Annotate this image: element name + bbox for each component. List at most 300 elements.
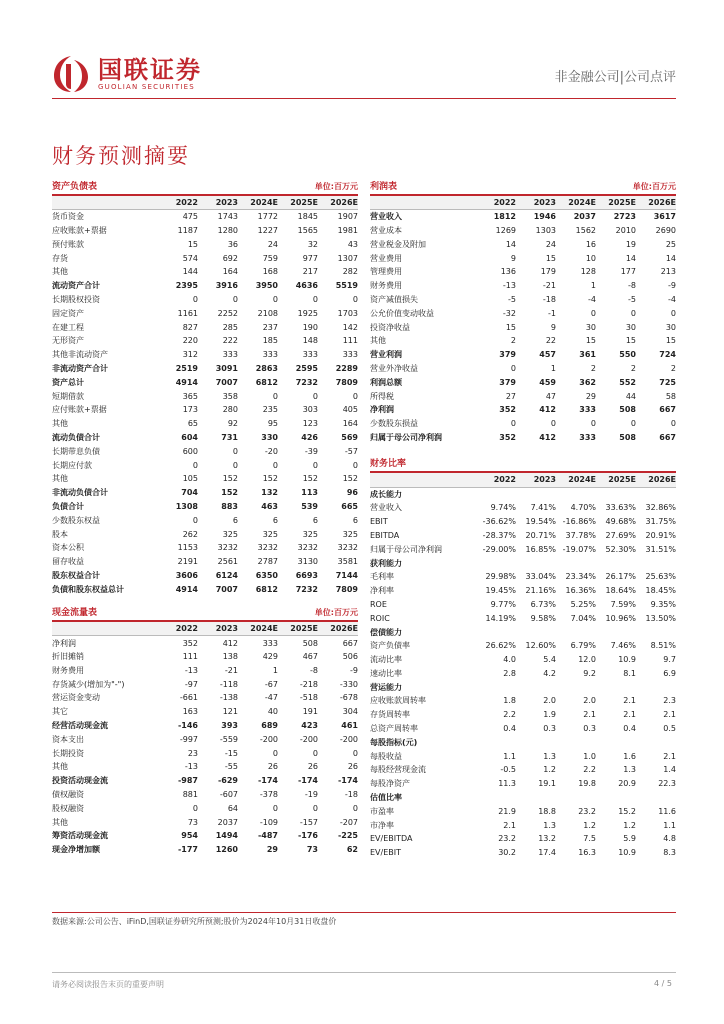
row-value: 14 — [625, 253, 636, 263]
footer-disclaimer: 请务必阅读报告末页的重要声明 — [52, 980, 164, 989]
row-value — [556, 791, 596, 805]
row-label: 财务费用 — [370, 281, 402, 291]
row-label: 管理费用 — [370, 267, 402, 277]
row-value: 33.63% — [605, 503, 636, 513]
table-row — [370, 515, 676, 529]
row-label: 应收账款周转率 — [370, 696, 426, 706]
table-row — [52, 320, 358, 334]
row-value: 365 — [182, 391, 198, 401]
row-value: 508 — [619, 432, 636, 442]
row-value: 0 — [192, 515, 198, 525]
row-label: 长期投资 — [52, 748, 84, 758]
row-label: 经营活动现金流 — [52, 721, 108, 731]
row-value: 0 — [312, 391, 318, 401]
table-row — [52, 801, 358, 815]
row-value: 459 — [539, 377, 556, 387]
row-value: 0 — [192, 803, 198, 813]
row-value: 217 — [302, 267, 318, 277]
row-value: 20.71% — [525, 530, 556, 540]
row-value: 2.1 — [663, 751, 676, 761]
row-value: 142 — [342, 322, 358, 332]
row-value: -5 — [508, 294, 516, 304]
row-label: 归属于母公司净利润 — [370, 544, 442, 554]
row-value: 759 — [262, 253, 278, 263]
row-label: 资产总计 — [52, 377, 84, 387]
row-value: 725 — [659, 377, 676, 387]
row-value: 2 — [590, 363, 596, 373]
year-header-cell: 2026E — [318, 622, 358, 636]
table-row — [52, 348, 358, 362]
row-value: -200 — [339, 734, 358, 744]
data-source-note: 数据来源:公司公告、iFinD,国联证券研究所预测;股价为2024年10月31日收盘价 — [52, 912, 676, 927]
row-label: 营业外净收益 — [370, 363, 418, 373]
table-row — [370, 556, 676, 570]
balance-sheet-section — [52, 180, 358, 596]
row-value: 9.58% — [530, 613, 556, 623]
row-value: 2010 — [615, 225, 636, 235]
row-value: 22 — [545, 336, 556, 346]
row-value: 325 — [342, 529, 358, 539]
row-value: -559 — [219, 734, 238, 744]
row-value — [596, 791, 636, 805]
row-value: 667 — [659, 432, 676, 442]
row-value: 312 — [182, 350, 198, 360]
ratios-section — [370, 457, 676, 859]
header-cell-blank — [52, 196, 158, 210]
row-value: 152 — [222, 474, 238, 484]
row-value: 883 — [221, 501, 238, 511]
row-value: 29 — [585, 391, 596, 401]
row-value — [636, 625, 676, 639]
row-value: 827 — [182, 322, 198, 332]
row-value: 1187 — [177, 225, 198, 235]
row-value: -13 — [502, 281, 516, 291]
row-label: 公允价值变动收益 — [370, 308, 434, 318]
row-value: 4.2 — [543, 668, 556, 678]
row-value: -177 — [177, 845, 198, 855]
row-value: -28.37% — [482, 530, 516, 540]
table-row — [370, 487, 676, 501]
row-label: 每股经营现金流 — [370, 765, 426, 775]
row-value: 2.8 — [503, 668, 516, 678]
row-label: 预付账款 — [52, 239, 84, 249]
page-title: 财务预测摘要 — [52, 144, 190, 168]
table-row — [370, 224, 676, 238]
row-value: -678 — [339, 693, 358, 703]
row-value: 36 — [227, 239, 238, 249]
row-value: -9 — [350, 665, 358, 675]
row-value: 2289 — [335, 363, 358, 373]
table-row — [370, 529, 676, 543]
page-number: 4 / 5 — [654, 979, 672, 988]
row-value: 457 — [539, 350, 556, 360]
row-value: 43 — [347, 239, 358, 249]
row-value: 7.46% — [610, 641, 636, 651]
table-row — [370, 265, 676, 279]
row-value: 29 — [266, 845, 278, 855]
row-value: 213 — [660, 267, 676, 277]
row-value: 1.2 — [583, 820, 596, 830]
row-value: 692 — [222, 253, 238, 263]
row-value: 724 — [659, 350, 676, 360]
year-header-cell: 2023 — [198, 196, 238, 210]
row-value: -16.86% — [562, 517, 596, 527]
year-header-cell: 2024E — [556, 196, 596, 210]
year-header-cell: 2026E — [318, 196, 358, 210]
row-value: 2.1 — [623, 710, 636, 720]
row-value: 3091 — [215, 363, 238, 373]
row-value — [516, 556, 556, 570]
row-value: 1280 — [217, 225, 238, 235]
row-label: 资本支出 — [52, 734, 84, 744]
row-value: 152 — [342, 474, 358, 484]
row-value — [476, 625, 516, 639]
row-value: 18.8 — [538, 806, 556, 816]
row-value: -19.07% — [562, 544, 596, 554]
table-row — [52, 732, 358, 746]
row-value: 13.2 — [538, 834, 556, 844]
row-value: 1 — [272, 665, 278, 675]
row-label: 流动负债合计 — [52, 432, 100, 442]
row-value: -13 — [184, 665, 198, 675]
cash-flow-title: 现金流量表 — [52, 608, 98, 619]
row-value: 20.9 — [618, 779, 636, 789]
row-label: EBIT — [370, 517, 388, 527]
row-label: 负债合计 — [52, 501, 84, 511]
income-statement-table — [370, 196, 676, 444]
row-value: -661 — [179, 693, 198, 703]
row-value: 2.2 — [503, 710, 516, 720]
row-value: -18 — [344, 790, 358, 800]
row-value: 7809 — [335, 377, 358, 387]
row-label: 债权融资 — [52, 790, 84, 800]
table-header-row — [52, 196, 358, 210]
table-row — [370, 375, 676, 389]
row-value — [596, 735, 636, 749]
table-row — [52, 677, 358, 691]
row-label: 营业收入 — [370, 503, 402, 513]
row-label: 投资活动现金流 — [52, 776, 108, 786]
row-value: 25.63% — [645, 572, 676, 582]
row-value: -21 — [224, 665, 238, 675]
row-value: 0.4 — [623, 724, 636, 734]
year-header-cell: 2025E — [596, 196, 636, 210]
table-row — [52, 362, 358, 376]
row-value: 58 — [665, 391, 676, 401]
row-label: 营运能力 — [370, 682, 402, 692]
table-row — [370, 389, 676, 403]
row-value: 352 — [182, 638, 198, 648]
year-header-cell: 2023 — [516, 196, 556, 210]
row-label: 营业费用 — [370, 253, 402, 263]
row-value: 177 — [620, 267, 636, 277]
row-value: 111 — [182, 652, 198, 662]
row-value: 6812 — [255, 377, 278, 387]
row-label: 每股指标(元) — [370, 737, 418, 747]
row-value: -36.62% — [482, 517, 516, 527]
row-label: 每股收益 — [370, 751, 402, 761]
row-value — [596, 487, 636, 501]
table-row — [52, 555, 358, 569]
row-value: 362 — [579, 377, 596, 387]
row-value: 1260 — [215, 845, 238, 855]
row-label: 长期股权投资 — [52, 294, 100, 304]
page-header — [52, 48, 676, 100]
row-value: 65 — [187, 419, 198, 429]
row-value: 144 — [182, 267, 198, 277]
row-value: 138 — [222, 652, 238, 662]
row-label: 其他 — [52, 419, 68, 429]
row-value: 27 — [505, 391, 516, 401]
row-value: 15 — [187, 239, 198, 249]
row-label: 负债和股东权益总计 — [52, 584, 124, 594]
row-value: 9.77% — [490, 599, 516, 609]
row-label: 存货 — [52, 253, 68, 263]
ratios-table — [370, 473, 676, 859]
table-row — [370, 584, 676, 598]
row-value: 0 — [352, 294, 358, 304]
row-value: -218 — [299, 679, 318, 689]
row-value: -629 — [217, 776, 238, 786]
row-value: 1703 — [337, 308, 358, 318]
row-value: -146 — [177, 721, 198, 731]
row-value: 412 — [222, 638, 238, 648]
row-value: 0 — [232, 294, 238, 304]
row-value: -174 — [257, 776, 278, 786]
row-value: -97 — [184, 679, 198, 689]
table-row — [52, 472, 358, 486]
row-value: 19.45% — [485, 586, 516, 596]
row-value: 0 — [670, 308, 676, 318]
table-header-row — [370, 196, 676, 210]
row-value: 152 — [221, 488, 238, 498]
row-value: 4914 — [175, 584, 198, 594]
row-value: 37.78% — [565, 530, 596, 540]
row-value: 13.50% — [645, 613, 676, 623]
row-value: 132 — [261, 488, 278, 498]
table-row — [52, 444, 358, 458]
row-value: -607 — [219, 790, 238, 800]
table-row — [370, 735, 676, 749]
row-label: 资产负债率 — [370, 641, 410, 651]
row-label: 无形资产 — [52, 336, 84, 346]
table-row — [52, 486, 358, 500]
header-divider — [52, 98, 676, 99]
row-value — [636, 791, 676, 805]
row-value: 0 — [630, 308, 636, 318]
row-value: 31.51% — [645, 544, 676, 554]
row-value: 881 — [182, 790, 198, 800]
row-value: 304 — [342, 707, 358, 717]
balance-sheet-title: 资产负债表 — [52, 182, 98, 192]
row-value — [636, 735, 676, 749]
row-value: 600 — [182, 446, 198, 456]
row-value: -174 — [297, 776, 318, 786]
table-row — [52, 843, 358, 857]
table-row — [370, 403, 676, 417]
row-value: -4 — [588, 294, 596, 304]
row-label: 应收账款+票据 — [52, 225, 107, 235]
row-value: 12.60% — [525, 641, 556, 651]
row-value: 19.54% — [525, 517, 556, 527]
header-cell-blank — [370, 473, 476, 487]
row-value: -32 — [502, 308, 516, 318]
row-value: 2561 — [217, 557, 238, 567]
row-value: 15 — [505, 322, 516, 332]
row-label: 净利率 — [370, 586, 394, 596]
row-value: 16 — [585, 239, 596, 249]
table-row — [52, 527, 358, 541]
table-row — [52, 500, 358, 514]
row-label: 市净率 — [370, 820, 394, 830]
row-value: 0 — [352, 460, 358, 470]
row-value: 1.9 — [543, 710, 556, 720]
ratios-title: 财务比率 — [370, 459, 407, 470]
table-row — [370, 431, 676, 445]
row-value: 113 — [301, 488, 318, 498]
table-row — [52, 664, 358, 678]
row-label: 在建工程 — [52, 322, 84, 332]
row-value: 1.6 — [623, 751, 636, 761]
row-value: 2.1 — [623, 696, 636, 706]
row-value: 96 — [346, 488, 358, 498]
row-value: 3232 — [337, 543, 358, 553]
row-value: 333 — [262, 638, 278, 648]
row-value: 18.64% — [605, 586, 636, 596]
row-value: 2787 — [257, 557, 278, 567]
row-value: 31.75% — [645, 517, 676, 527]
row-value: 4.8 — [663, 834, 676, 844]
row-value: 173 — [182, 405, 198, 415]
row-value: 1946 — [533, 212, 556, 222]
row-value: -118 — [219, 679, 238, 689]
table-row — [370, 653, 676, 667]
year-header-cell: 2026E — [636, 473, 676, 487]
row-value: 550 — [619, 350, 636, 360]
row-value: 2 — [510, 336, 516, 346]
row-value — [476, 791, 516, 805]
row-value: 2723 — [613, 212, 636, 222]
row-value: 73 — [187, 817, 198, 827]
row-value: 9.35% — [650, 599, 676, 609]
row-value: 333 — [342, 350, 358, 360]
row-value: 4.70% — [570, 503, 596, 513]
row-value: 325 — [222, 529, 238, 539]
row-label: 营业收入 — [370, 212, 402, 222]
row-value: 7.5 — [583, 834, 596, 844]
row-value: 1.2 — [623, 820, 636, 830]
row-value: 461 — [341, 721, 358, 731]
row-value: 426 — [301, 432, 318, 442]
row-label: 长期带息负债 — [52, 446, 100, 456]
row-label: 所得税 — [370, 391, 394, 401]
table-row — [52, 705, 358, 719]
row-value: 6 — [232, 515, 238, 525]
row-value — [476, 680, 516, 694]
row-value: 8.1 — [623, 668, 636, 678]
row-label: 估值比率 — [370, 793, 402, 803]
row-value: 32 — [307, 239, 318, 249]
row-label: 折旧摊销 — [52, 652, 84, 662]
row-value: 10 — [585, 253, 596, 263]
row-value — [636, 556, 676, 570]
table-row — [52, 251, 358, 265]
income-statement-unit: 单位:百万元 — [632, 182, 676, 191]
table-header-row — [370, 473, 676, 487]
row-value: 40 — [267, 707, 278, 717]
table-row — [52, 513, 358, 527]
row-value: 5519 — [335, 281, 358, 291]
row-value: 62 — [346, 845, 358, 855]
row-value: 32.86% — [645, 503, 676, 513]
row-value: 26 — [307, 762, 318, 772]
row-value: 6350 — [255, 570, 278, 580]
row-value: 552 — [619, 377, 636, 387]
row-value: 152 — [262, 474, 278, 484]
row-value: 1 — [550, 363, 556, 373]
row-value: 15 — [665, 336, 676, 346]
row-value: 9 — [510, 253, 516, 263]
balance-sheet-table — [52, 196, 358, 596]
row-value: 3617 — [653, 212, 676, 222]
row-label: 投资净收益 — [370, 322, 410, 332]
row-value: 1.3 — [623, 765, 636, 775]
table-row — [370, 708, 676, 722]
row-value: 463 — [261, 501, 278, 511]
row-value — [636, 487, 676, 501]
row-label: 其他 — [52, 762, 68, 772]
row-value — [556, 680, 596, 694]
row-value: 6 — [272, 515, 278, 525]
row-value: 15.2 — [618, 806, 636, 816]
row-value: 2395 — [175, 281, 198, 291]
row-label: 其他非流动资产 — [52, 350, 108, 360]
row-value: 0 — [312, 803, 318, 813]
row-value: 1153 — [177, 543, 198, 553]
row-label: 货币资金 — [52, 212, 84, 222]
cash-flow-table — [52, 622, 358, 857]
row-value: -9 — [668, 281, 676, 291]
row-value: 1981 — [337, 225, 358, 235]
row-label: 资产减值损失 — [370, 294, 418, 304]
cash-flow-section — [52, 606, 358, 857]
row-value: 667 — [659, 405, 676, 415]
row-value: 0 — [192, 460, 198, 470]
row-value: 2.1 — [503, 820, 516, 830]
row-value: 10.96% — [605, 613, 636, 623]
row-value: 0 — [312, 460, 318, 470]
row-label: 总资产周转率 — [370, 724, 418, 734]
row-label: 利润总额 — [370, 377, 402, 387]
row-value: 506 — [342, 652, 358, 662]
row-value: 2.3 — [663, 696, 676, 706]
row-value: 3950 — [255, 281, 278, 291]
table-row — [52, 582, 358, 596]
year-header-cell: 2025E — [596, 473, 636, 487]
row-value: 1907 — [337, 212, 358, 222]
table-row — [52, 815, 358, 829]
year-header-cell: 2024E — [238, 196, 278, 210]
row-label: 其他 — [52, 817, 68, 827]
row-label: 偿债能力 — [370, 627, 402, 637]
row-value: 0 — [630, 419, 636, 429]
row-value: 2.1 — [583, 710, 596, 720]
row-value: 19 — [625, 239, 636, 249]
table-row — [370, 348, 676, 362]
table-row — [370, 362, 676, 376]
row-value: 1307 — [337, 253, 358, 263]
row-value: 0 — [232, 446, 238, 456]
